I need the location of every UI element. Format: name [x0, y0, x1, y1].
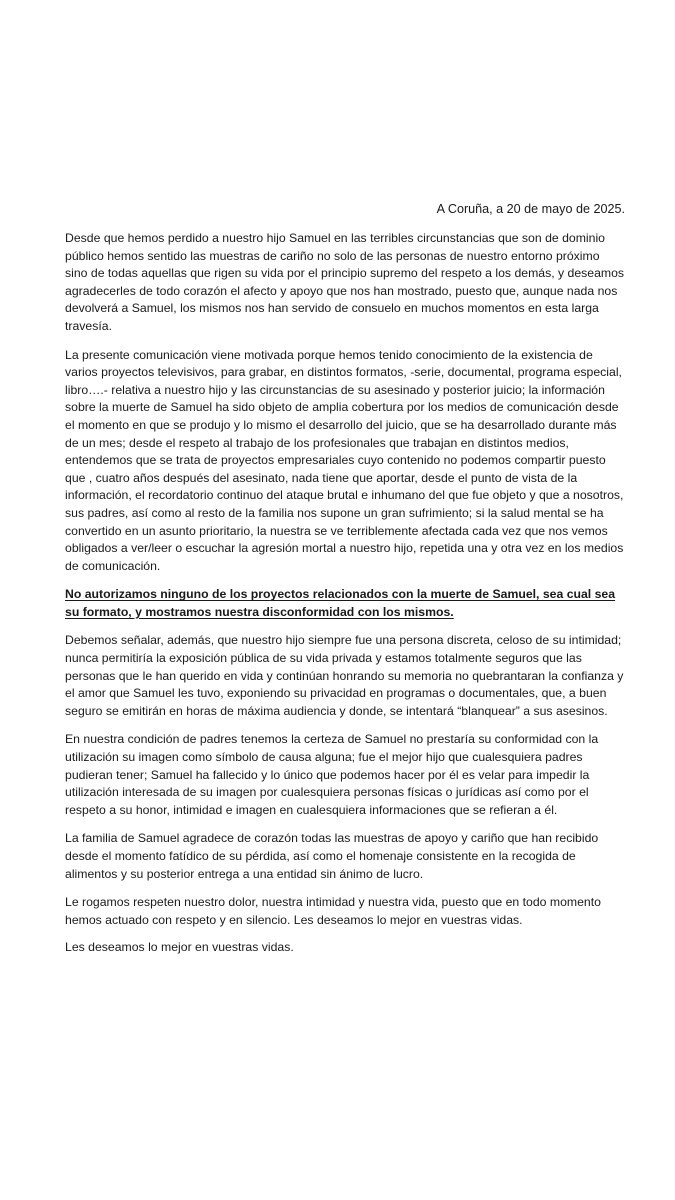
paragraph-gratitude: Desde que hemos perdido a nuestro hijo Samuel en las terribles circunstancias que son de dominio público hemos sentido las muestras de cariño no solo de las personas de nuestro entorno próximo sino de todas aquellas que rigen su vida por el principio supremo del respeto a los demás, y deseamos agradecerles de todo corazón el afecto y apoyo que nos han mostrado, puesto que, aunque nada nos devolverá a Samuel, los mismos nos han servido de consuelo en muchos momentos en esta larga travesía. [65, 231, 625, 333]
paragraph-non-authorization: No autorizamos ninguno de los proyectos relacionados con la muerte de Samuel, sea cual sea su formato, y mostramos nuestra disconformidad con los mismos. [65, 587, 616, 619]
letter-date: A Coruña, a 20 de mayo de 2025. [436, 202, 625, 216]
paragraph-motivation: La presente comunicación viene motivada porque hemos tenido conocimiento de la existencia de varios proyectos televisivos, para grabar, en distintos formatos, -serie, documental, programa especial, libro….- relativa a nuestro hijo y las circunstancias de su asesinado y posterior juicio; la información sobre la muerte de Samuel ha sido objeto de amplia cobertura por los medios de comunicación desde el momento en que se produjo y lo mismo el desarrollo del juicio, que se ha desarrollado durante más de un mes; desde el respeto al trabajo de los profesionales que trabajan en distintos medios, entendemos que se trata de proyectos empresariales cuyo contenido no podemos compartir puesto que , cuatro años después del asesinato, nada tiene que aportar, desde el punto de vista de la información, el recordatorio continuo del ataque brutal e inhumano del que fue objeto y que a nosotros, sus padres, así como al resto de la familia nos supone un gran sufrimiento; si la salud mental se ha convertido en un asunto prioritario, la nuestra se ve terriblemente afectada cada vez que nos vemos obligados a ver/leer o escuchar la agresión mortal a nuestro hijo, repetida una y otra vez en los medios de comunicación. [65, 347, 624, 573]
paragraph-privacy: Debemos señalar, además, que nuestro hijo siempre fue una persona discreta, celoso de su intimidad; nunca permitiría la exposición pública de su vida privada y estamos totalmente seguros que las personas que le han querido en vida y continúan honrando su memoria no quebrantaran la confianza y el amor que Samuel les tuvo, exponiendo su privacidad en programas o documentales, que, a buen seguro se emitirán en horas de máxima audiencia y donde, se intentará “blanquear” a sus asesinos. [65, 633, 624, 718]
letter-body [65, 230, 625, 940]
paragraph-request: Le rogamos respeten nuestro dolor, nuestra intimidad y nuestra vida, puesto que en todo momento hemos actuado con respeto y en silencio. Les deseamos lo mejor en vuestras vidas. [65, 895, 601, 927]
letter-closing: Les deseamos lo mejor en vuestras vidas. [65, 940, 294, 954]
paragraph-image-rights: En nuestra condición de padres tenemos la certeza de Samuel no prestaría su conformidad con la utilización su imagen como símbolo de causa alguna; fue el mejor hijo que cualesquiera padres pudieran tener; Samuel ha fallecido y lo único que podemos hacer por él es velar para impedir la utilización interesada de su imagen por cualesquiera personas físicas o jurídicas así como por el respeto a su honor, intimidad e imagen en cualesquiera informaciones que se refieran a él. [65, 732, 599, 817]
paragraph-family-thanks: La familia de Samuel agradece de corazón todas las muestras de apoyo y cariño que han recibido desde el momento fatídico de su pérdida, así como el homenaje consistente en la recogida de alimentos y su posterior entrega a una entidad sin ánimo de lucro. [65, 831, 599, 881]
